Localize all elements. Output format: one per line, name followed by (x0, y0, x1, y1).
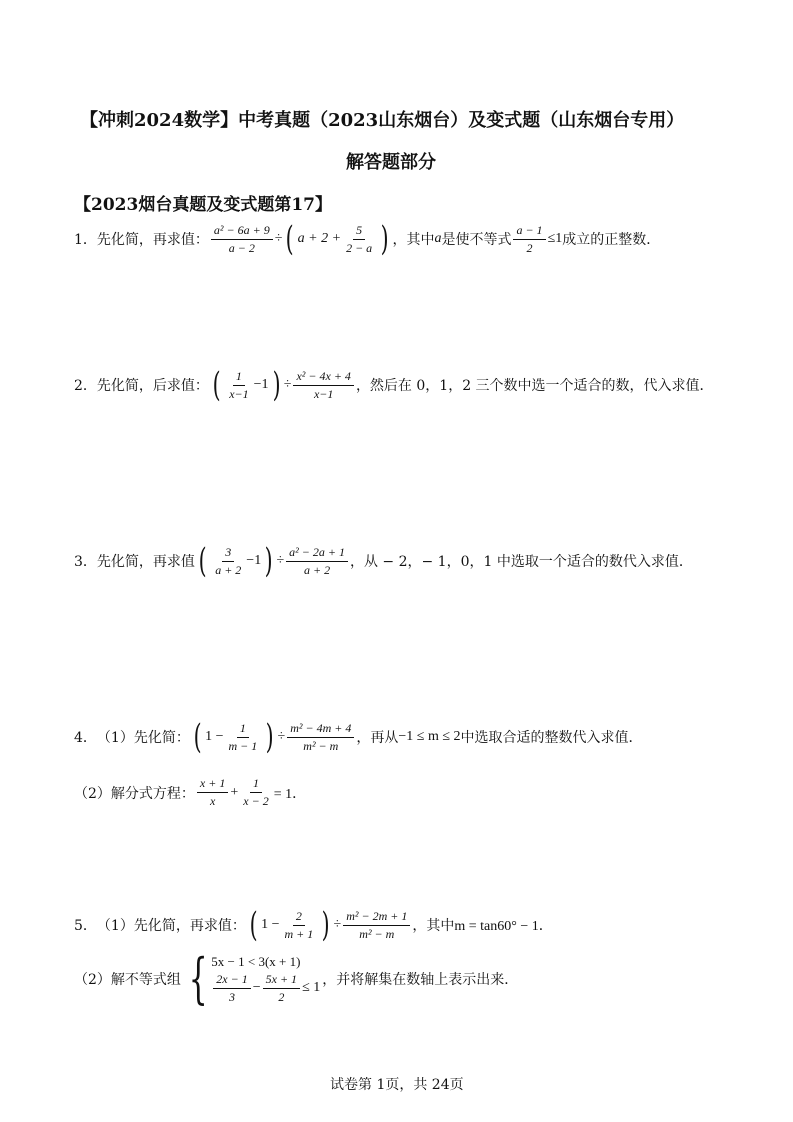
fraction-denominator: 2 − a (346, 240, 373, 255)
left-paren: ( (286, 219, 295, 259)
fraction (293, 369, 353, 402)
minus-sign: − (252, 980, 261, 995)
fraction-numerator: 5x + 1 (263, 972, 300, 989)
sub-title: 解答题部分 (346, 152, 436, 173)
fraction-denominator: a − 2 (228, 240, 255, 255)
equation-rhs: = 1． (273, 786, 307, 802)
divide-sign: ÷ (283, 377, 292, 392)
question-text: 中选取合适的整数代入求值． (460, 730, 643, 746)
part-label: （1）先化简： (96, 730, 190, 746)
fraction (197, 776, 228, 809)
question-text: ，再从 (356, 730, 399, 746)
question-text: 成立的正整数． (562, 232, 661, 248)
fraction-numerator: 1 (250, 776, 262, 793)
fraction-denominator: a + 2 (304, 562, 331, 577)
fraction-denominator: 2 (278, 989, 285, 1004)
expression-term: a + 2 + (297, 231, 342, 246)
fraction (513, 223, 545, 256)
fraction-denominator: x − 2 (243, 794, 269, 808)
section-title: 【2023烟台真题及变式题第17】 (74, 195, 332, 215)
question-2 (74, 365, 714, 405)
fraction-numerator: 2 (293, 909, 305, 926)
fraction (282, 909, 317, 942)
part-label: （2）解不等式组 (74, 972, 181, 988)
inequality-rest: ≤1 (547, 231, 563, 246)
question-4-part-2 (74, 776, 306, 809)
fraction (226, 721, 261, 754)
expression-term: −1 (246, 553, 262, 568)
fraction-numerator: 5 (353, 223, 365, 240)
inequality-rhs: ≤ 1 (302, 980, 321, 995)
expression-term: −1 (253, 377, 269, 392)
fraction (343, 223, 375, 256)
question-number: 3． (74, 554, 97, 570)
question-number: 4． (74, 730, 97, 746)
fraction (226, 369, 251, 402)
question-4-part-1 (74, 717, 643, 757)
fraction-numerator: a² − 6a + 9 (211, 223, 273, 240)
right-paren: ) (380, 219, 389, 259)
fraction (212, 545, 244, 578)
fraction-numerator: 3 (222, 545, 234, 562)
divide-sign: ÷ (274, 231, 283, 246)
right-paren: ) (272, 365, 281, 405)
fraction-denominator: a + 2 (215, 562, 242, 577)
fraction-numerator: m² − 2m + 1 (343, 909, 410, 926)
fraction-denominator: m² − m (303, 738, 339, 753)
expression-term: 1 − (205, 729, 224, 744)
inequality-2 (211, 972, 320, 1005)
fraction-numerator: 1 (233, 369, 245, 386)
variable: a (434, 231, 442, 246)
part-label: （1）先化简，再求值： (96, 918, 246, 934)
page-footer: 试卷第 1页，共 24页 (330, 1077, 464, 1093)
question-lead: 先化简，再求值 (96, 554, 195, 570)
question-text: ，并将解集在数轴上表示出来． (322, 972, 519, 988)
fraction-numerator: 1 (237, 721, 249, 738)
question-number: 2． (74, 378, 97, 394)
right-paren: ) (321, 905, 330, 945)
fraction-denominator: x−1 (229, 386, 249, 401)
divide-sign: ÷ (276, 553, 285, 568)
value-condition: m = tan60° − 1． (454, 919, 553, 934)
divide-sign: ÷ (277, 729, 286, 744)
question-3 (74, 541, 693, 581)
fraction-numerator: x + 1 (197, 776, 228, 793)
left-paren: ( (193, 717, 202, 757)
fraction-denominator: m + 1 (284, 926, 314, 941)
fraction (211, 223, 273, 256)
fraction (343, 909, 410, 942)
right-paren: ) (264, 541, 273, 581)
fraction-denominator: 3 (229, 989, 235, 1004)
right-paren: ) (265, 717, 274, 757)
left-paren: ( (212, 365, 221, 405)
expression-term: 1 − (261, 917, 280, 932)
fraction-denominator: m² − m (359, 926, 395, 941)
left-paren: ( (249, 905, 258, 945)
question-lead: 先化简，再求值： (96, 232, 209, 248)
question-5-part-1 (74, 905, 553, 945)
question-text: ，其中 (412, 918, 455, 934)
fraction-numerator: x² − 4x + 4 (293, 369, 353, 386)
fraction-denominator: m − 1 (228, 738, 258, 753)
question-text: ，从 − 2，− 1，0，1 中选取一个适合的数代入求值． (349, 554, 693, 570)
left-paren: ( (198, 541, 207, 581)
inequality-system (211, 954, 320, 1005)
question-text: ，然后在 0，1，2 三个数中选一个适合的数，代入求值． (355, 378, 714, 394)
question-1 (74, 219, 661, 259)
system-brace: { (188, 947, 208, 1010)
fraction-numerator: a² − 2a + 1 (286, 545, 348, 562)
question-number: 5． (74, 918, 97, 934)
main-title: 【冲刺2024数学】中考真题（2023山东烟台）及变式题（山东烟台专用） (80, 110, 685, 131)
question-number: 1． (74, 232, 97, 248)
part-label: （2）解分式方程： (74, 785, 195, 802)
fraction-denominator: x−1 (313, 386, 334, 401)
question-text: ，其中 (392, 232, 435, 248)
fraction (286, 545, 348, 578)
fraction (263, 972, 300, 1005)
question-5-part-2 (74, 947, 519, 1010)
fraction (240, 776, 271, 809)
fraction (213, 972, 250, 1005)
plus-sign: + (230, 784, 239, 800)
question-lead: 先化简，后求值： (96, 378, 209, 394)
range-condition: −1 ≤ m ≤ 2 (398, 729, 461, 744)
fraction-numerator: a − 1 (513, 223, 545, 240)
question-text: 是使不等式 (441, 232, 512, 248)
divide-sign: ÷ (333, 917, 342, 932)
fraction-numerator: 2x − 1 (213, 972, 250, 989)
fraction-denominator: 2 (526, 240, 533, 255)
inequality-1: 5x − 1 < 3(x + 1) (211, 953, 301, 969)
fraction-numerator: m² − 4m + 4 (287, 721, 354, 738)
fraction-denominator: x (209, 794, 216, 808)
fraction (287, 721, 354, 754)
